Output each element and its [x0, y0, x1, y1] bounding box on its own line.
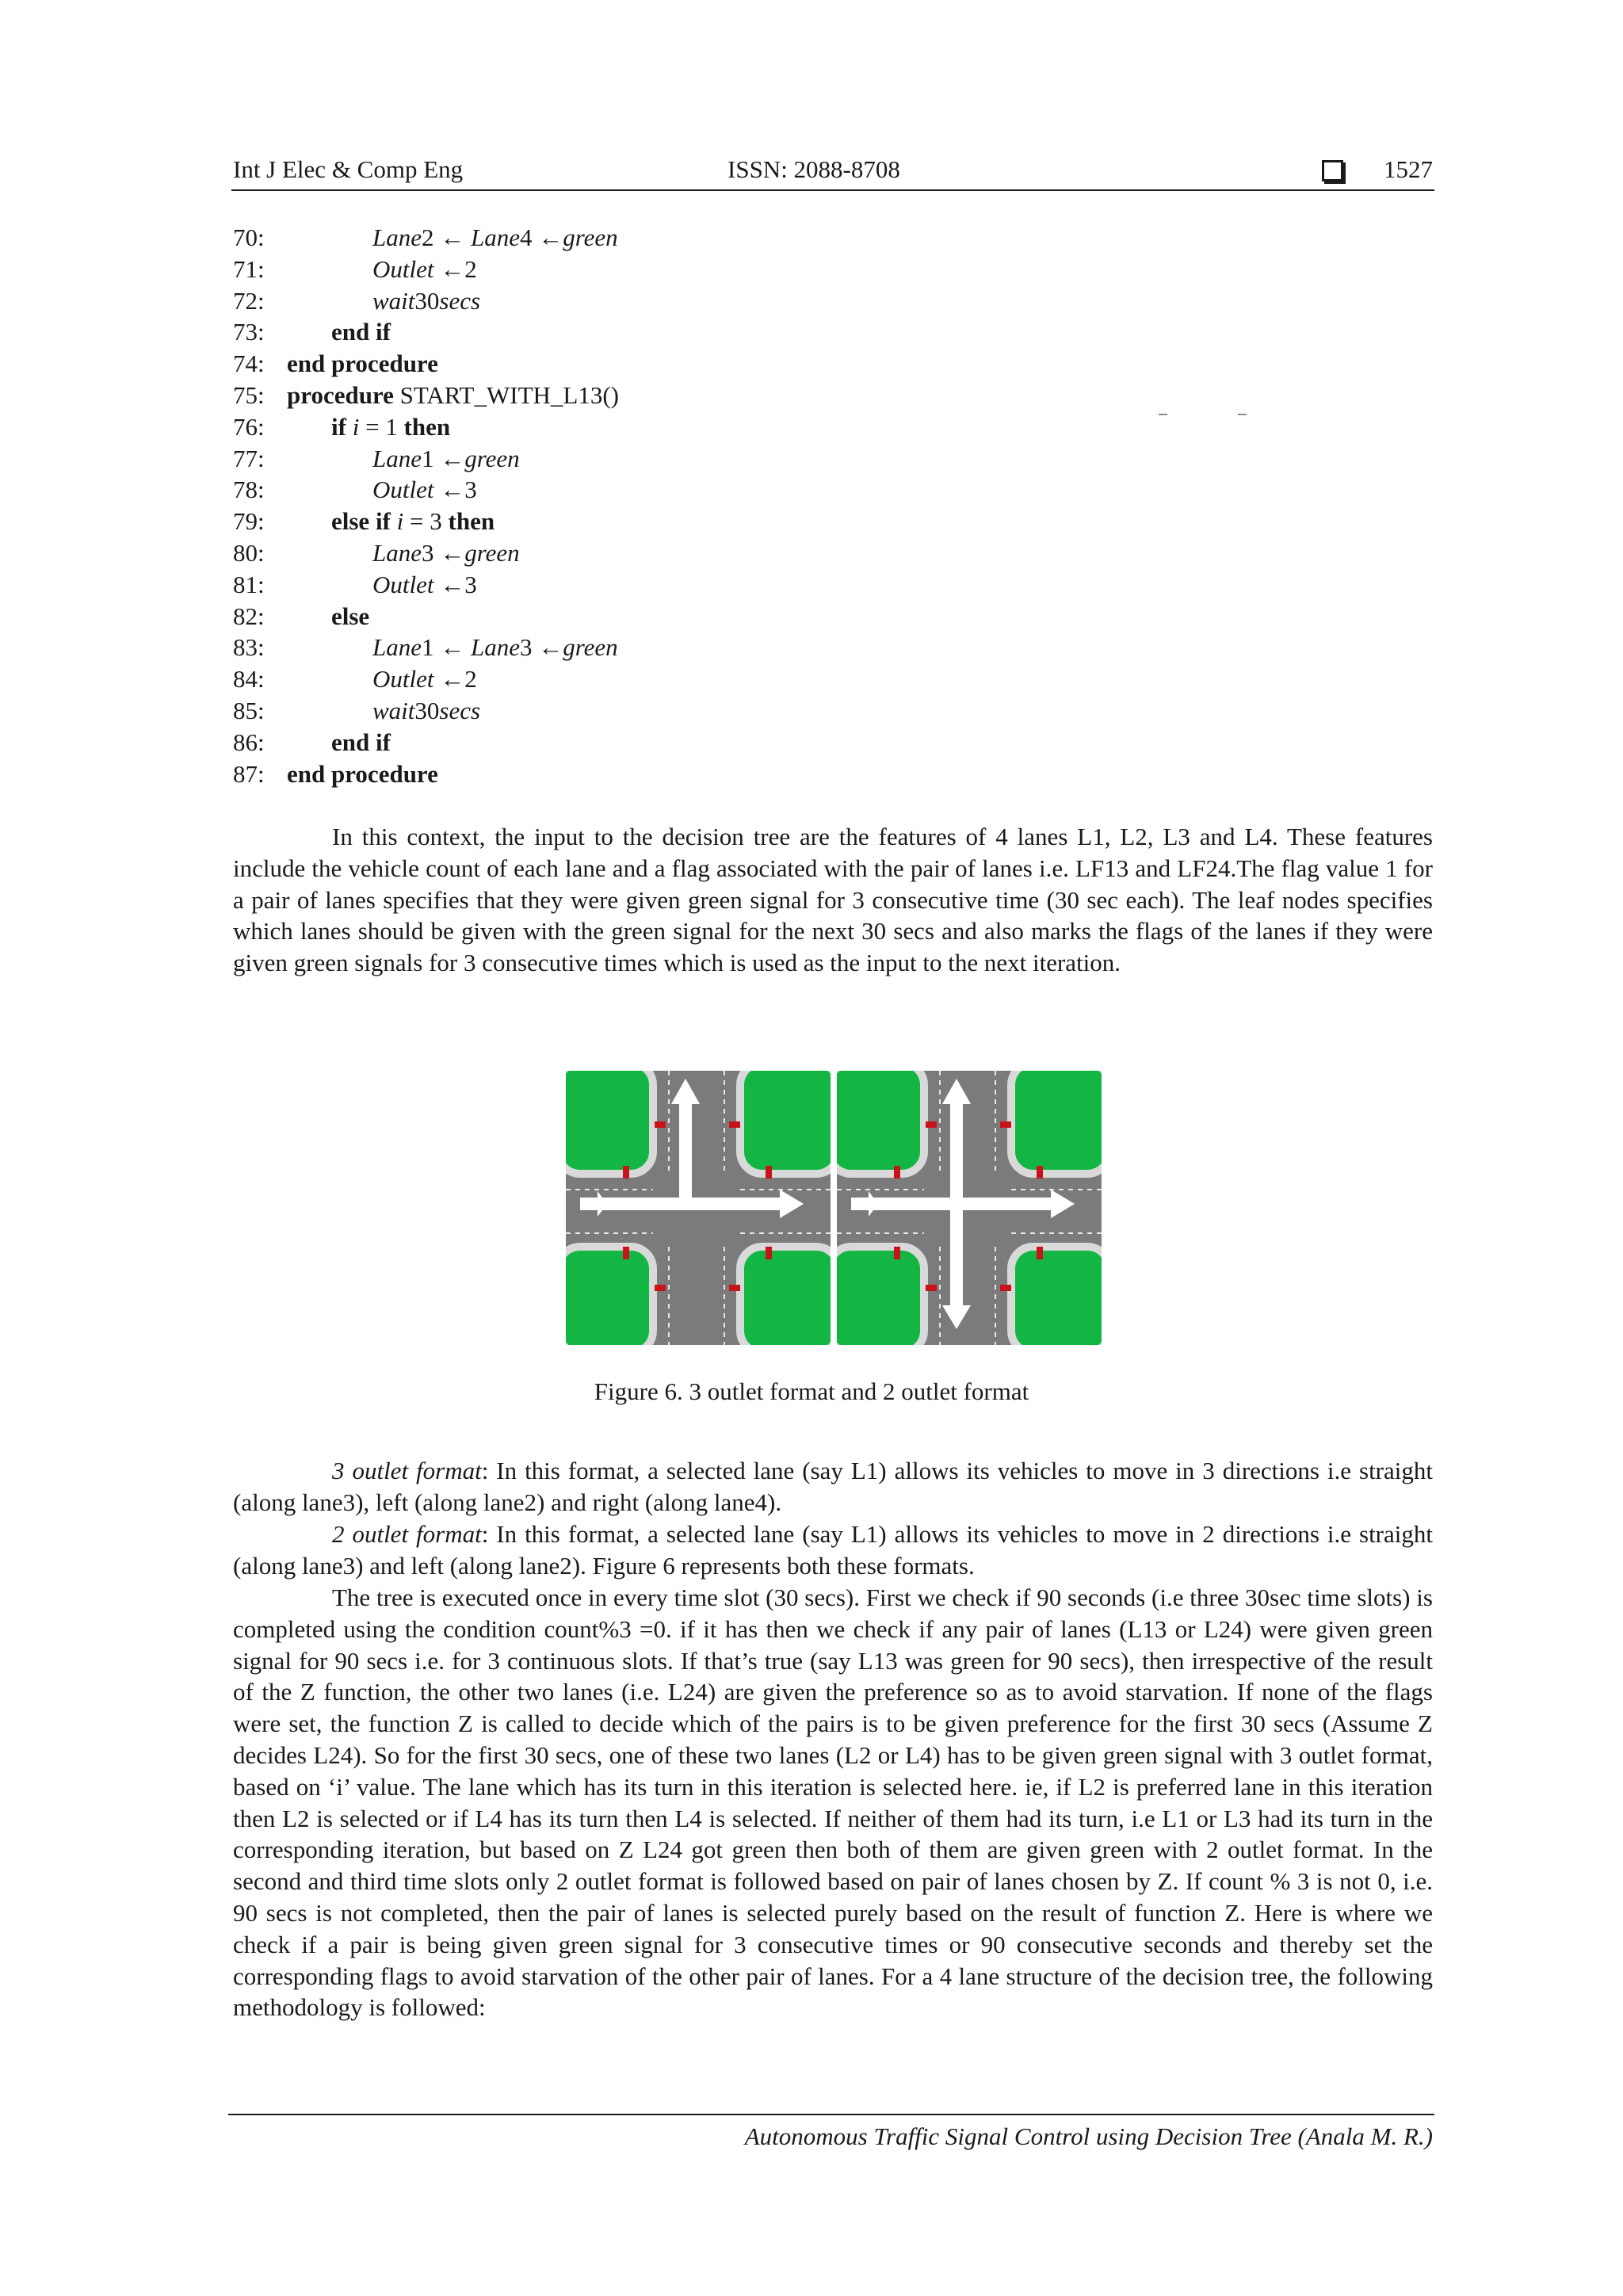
page-number: 1527 [1384, 155, 1433, 183]
code-line [233, 254, 1263, 285]
code-token: end if [331, 318, 391, 346]
code-token: wait [372, 696, 415, 724]
code-token: ←3 [433, 476, 477, 504]
code-token: green [563, 633, 618, 662]
code-token: secs [439, 696, 481, 724]
code-token: Outlet [372, 254, 434, 283]
code-line [233, 474, 1263, 506]
code-line [233, 537, 1263, 569]
line-number: 81: [233, 570, 265, 598]
code-token: Lane [372, 538, 422, 567]
line-number: 74: [233, 350, 265, 378]
line-number: 75: [233, 380, 265, 409]
code-token: Outlet [372, 665, 434, 693]
intersection-2-outlet-image [837, 1071, 1102, 1345]
line-number: 70: [233, 223, 265, 251]
paragraph-tree-execution: The tree is executed once in every time slot (30 secs). First we check if 90 seconds (i.e three 30sec time slots) is completed using the condition count%3 =0. if it has then we check if any pair of lanes (L13 or L24) were given green signal for 90 secs i.e. for 3 continuous slots. If that’s true (say L13 was green for 90 secs), then irrespective of the result of the Z function, the other two lanes (i.e. L24) are given the preference so as to avoid starvation. If none of the flags were set, the function Z is called to decide which of the pairs is to be given preference for the first 30 secs (Assume Z decides L24). So for the first 30 secs, one of these two lanes (L2 or L4) has to be given green signal with 3 outlet format, based on ‘i’ value. The lane which has its turn in this iteration is selected here. ie, if L2 is preferred lane in this iteration then L2 is selected or if L4 has its turn then L4 is selected. If neither of them had its turn, i.e L1 or L3 had its turn in the corresponding iteration, but based on Z L24 got green then both of them are given green with 2 outlet format. In the second and third time slots only 2 outlet format is followed based on pair of lanes chosen by Z. If count % 3 is not 0, i.e. 90 secs is not completed, then the pair of lanes is selected purely based on the result of function Z. Here is where we check if a pair is being given green signal for 3 consecutive times or 90 consecutive seconds and thereby set the corresponding flags to avoid starvation of the other pair of lanes. For a 4 lane structure of the decision tree, the following methodology is followed: [233, 1584, 1433, 2022]
term-3-outlet: 3 outlet format [332, 1457, 482, 1484]
code-line [233, 316, 1263, 348]
line-number: 78: [233, 476, 265, 504]
code-text [331, 727, 391, 758]
code-token: Outlet [372, 570, 434, 598]
code-line [233, 443, 1263, 475]
code-token: = 1 [359, 412, 404, 441]
code-token: Lane [372, 223, 422, 251]
algorithm-listing [233, 222, 1263, 789]
code-line [233, 727, 1263, 758]
code-text [372, 632, 618, 663]
code-text [331, 411, 450, 443]
code-text [372, 695, 480, 727]
code-text [287, 348, 438, 380]
code-text [372, 663, 477, 695]
code-text [331, 506, 495, 537]
code-token: = 3 [403, 507, 449, 536]
line-number: 84: [233, 665, 265, 693]
code-token: Lane [372, 633, 422, 662]
line-number: 71: [233, 254, 265, 283]
code-line [233, 506, 1263, 537]
paragraph-3-outlet-format [233, 1455, 1433, 1519]
code-token: Lane [372, 444, 422, 472]
code-token: i [396, 507, 404, 536]
line-number: 82: [233, 602, 265, 630]
code-line [233, 758, 1263, 790]
line-number: 77: [233, 444, 265, 472]
stray-mark: – [1238, 403, 1247, 422]
paragraph-decision-tree-input: In this context, the input to the decision tree are the features of 4 lanes L1, L2, L3 and L4. These features include the vehicle count of each lane and a flag associated with the pair of lanes i.e. LF13 and LF24.The flag value 1 for a pair of lanes specifies that they were given green signal for 3 consecutive time (30 sec each). The leaf nodes specifies which lanes should be given with the green signal for the next 30 secs and also marks the flags of the lanes if they were given green signals for 3 consecutive times which is used as the input to the next iteration. [233, 823, 1433, 977]
code-token: end if [331, 728, 391, 756]
code-text [372, 569, 477, 601]
code-text [372, 222, 618, 254]
code-token: 30 [414, 286, 440, 315]
code-token: if [331, 412, 353, 441]
code-token: ←3 [433, 570, 477, 598]
code-token: green [563, 223, 618, 251]
line-number: 79: [233, 507, 265, 536]
code-text [372, 443, 520, 475]
paragraph-2-outlet-format [233, 1519, 1433, 1582]
text-3-outlet: : In this format, a selected lane (say L1) allows its vehicles to move in 3 directions i.e straight (along lane3), left (along lane2) and right (along lane4). [233, 1457, 1433, 1516]
code-token: procedure [287, 380, 400, 409]
code-token: 30 [414, 696, 440, 724]
code-token: i [352, 412, 360, 441]
code-text [372, 285, 480, 317]
code-token: green [464, 444, 520, 472]
code-text [372, 254, 477, 285]
code-line [233, 222, 1263, 254]
code-line [233, 632, 1263, 663]
code-token: Lane [471, 223, 520, 251]
code-line [233, 663, 1263, 695]
code-token: ←2 [433, 254, 477, 283]
square-icon [1322, 160, 1343, 181]
code-token: 3 ← [520, 633, 563, 662]
code-token: 3 ← [422, 538, 465, 567]
intersection-3-outlet-image [566, 1071, 831, 1345]
line-number: 86: [233, 728, 265, 756]
running-header-journal: Int J Elec & Comp Eng [233, 155, 464, 183]
code-token: else if [331, 507, 397, 536]
code-token: else [331, 602, 370, 630]
line-number: 76: [233, 412, 265, 441]
footer-rule [228, 2114, 1434, 2115]
code-token: then [403, 412, 451, 441]
code-token: 2 ← [422, 223, 471, 251]
line-number: 73: [233, 318, 265, 346]
running-footer: Autonomous Traffic Signal Control using Decision Tree (Anala M. R.) [744, 2122, 1433, 2150]
line-number: 72: [233, 286, 265, 315]
term-2-outlet: 2 outlet format [332, 1520, 482, 1548]
code-text [287, 758, 438, 790]
code-line [233, 380, 1263, 411]
code-line [233, 348, 1263, 380]
text-2-outlet: : In this format, a selected lane (say L1) allows its vehicles to move in 2 directions i.e straight (along lane3) and left (along lane2). Figure 6 represents both these formats. [233, 1520, 1433, 1580]
code-text [372, 537, 520, 569]
code-line [233, 285, 1263, 317]
code-line [233, 695, 1263, 727]
code-text [331, 601, 369, 632]
code-token: 4 ← [520, 223, 563, 251]
figure-6 [566, 1071, 1102, 1345]
code-text [372, 474, 477, 506]
line-number: 83: [233, 633, 265, 662]
code-line [233, 411, 1263, 443]
code-text [331, 316, 391, 348]
header-rule [231, 189, 1434, 191]
code-token: then [448, 507, 495, 536]
code-token: 1 ← [422, 444, 465, 472]
intersection-2-outlet [837, 1071, 1102, 1345]
code-line [233, 601, 1263, 632]
stray-mark: – [1159, 403, 1167, 422]
code-token: START_WITH_L13() [399, 380, 619, 409]
code-token: secs [439, 286, 481, 315]
code-token: green [464, 538, 520, 567]
code-token: Lane [471, 633, 520, 662]
code-token: end procedure [287, 350, 438, 378]
code-token: ←2 [433, 665, 477, 693]
figure-caption: Figure 6. 3 outlet format and 2 outlet format [594, 1377, 1029, 1405]
code-token: wait [372, 286, 415, 315]
line-number: 80: [233, 538, 265, 567]
code-text [287, 380, 619, 411]
code-token: Outlet [372, 476, 434, 504]
code-token: 1 ← [422, 633, 471, 662]
intersection-3-outlet [566, 1071, 831, 1345]
code-token: end procedure [287, 759, 438, 788]
running-header-page [1322, 155, 1433, 184]
line-number: 87: [233, 759, 265, 788]
line-number: 85: [233, 696, 265, 724]
running-header-issn: ISSN: 2088-8708 [727, 155, 900, 183]
code-line [233, 569, 1263, 601]
